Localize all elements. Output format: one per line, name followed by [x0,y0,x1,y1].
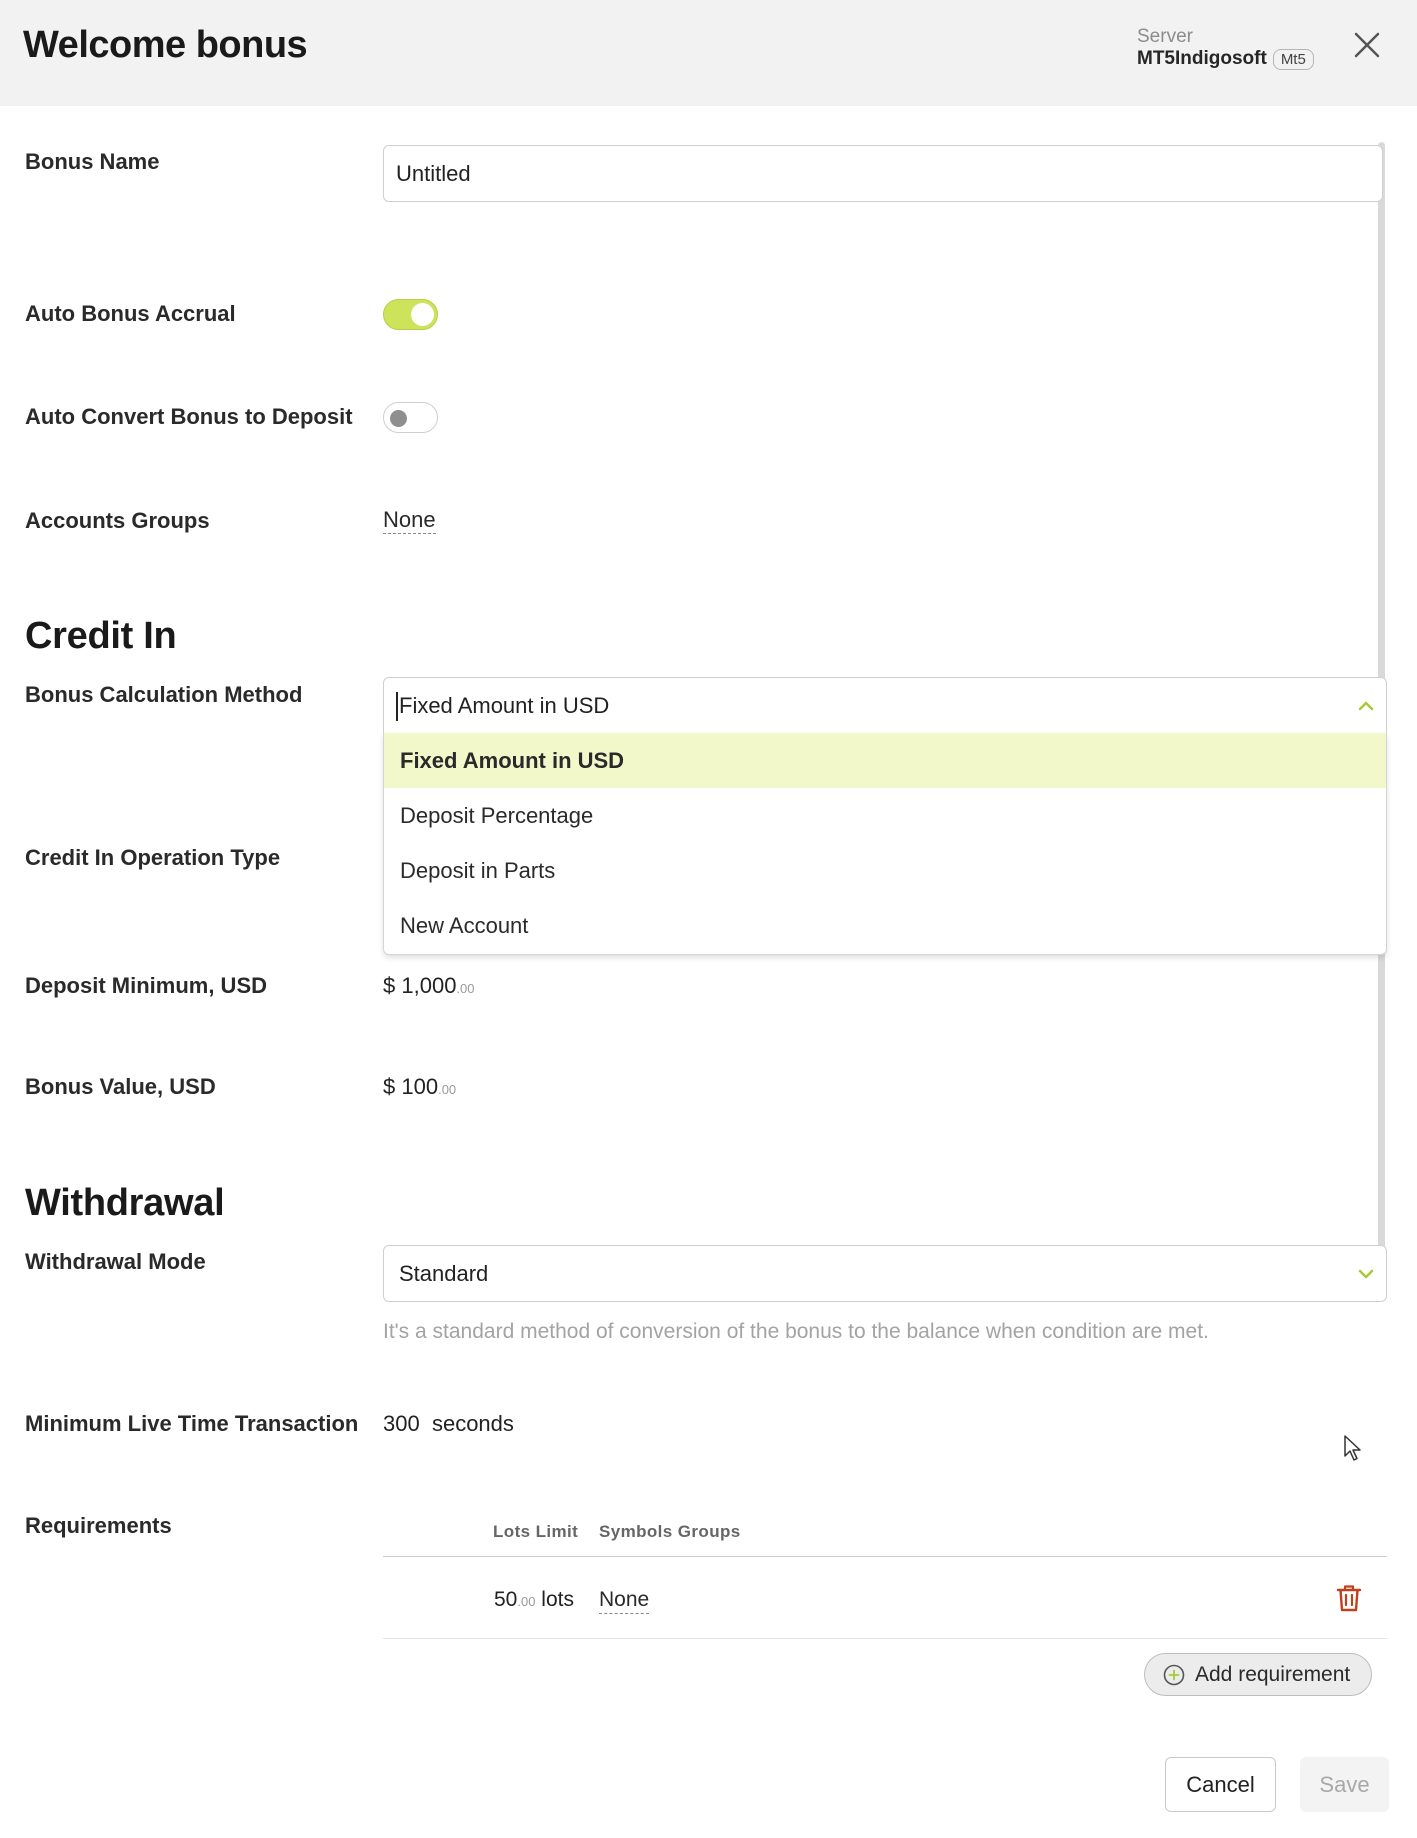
withdrawal-heading: Withdrawal [25,1182,225,1224]
min-live-time-unit: seconds [431,1411,514,1436]
close-icon[interactable] [1350,28,1384,62]
calc-method-dropdown [383,733,1387,955]
column-header-lots-limit: Lots Limit [493,1522,579,1541]
server-info [1137,48,1314,70]
add-requirement-button[interactable] [1144,1653,1372,1696]
min-live-time-value[interactable] [383,1411,514,1437]
calc-method-label: Bonus Calculation Method [25,682,303,707]
server-label: Server [1137,26,1193,47]
plus-circle-icon [1163,1664,1185,1686]
amount-cents: .00 [456,981,475,996]
toggle-knob [390,410,407,427]
mouse-pointer-icon [1343,1434,1363,1464]
auto-convert-label: Auto Convert Bonus to Deposit [25,404,353,429]
dropdown-option[interactable]: Deposit Percentage [400,802,594,828]
credit-in-heading: Credit In [25,615,177,657]
accounts-groups-value[interactable]: None [383,507,436,532]
modal-header [0,0,1417,106]
bonus-value-value[interactable] [383,1074,456,1100]
table-divider [383,1638,1387,1639]
currency-symbol: $ [383,1074,396,1099]
requirements-label: Requirements [25,1513,172,1538]
save-button[interactable]: Save [1300,1757,1389,1812]
amount-cents: .00 [438,1082,457,1097]
withdrawal-mode-value: Standard [399,1260,489,1286]
dropdown-option[interactable]: New Account [400,912,529,938]
deposit-minimum-label: Deposit Minimum, USD [25,973,268,998]
dropdown-option[interactable]: Deposit in Parts [400,857,556,883]
calc-method-select[interactable] [383,677,1387,734]
withdrawal-mode-select[interactable] [383,1245,1387,1302]
withdrawal-mode-hint: It's a standard method of conversion of the bonus to the balance when condition are met. [383,1320,1209,1343]
chevron-up-icon [1356,696,1376,716]
bonus-name-input[interactable]: Untitled [383,145,1383,202]
auto-bonus-accrual-toggle[interactable] [383,299,438,330]
text-caret [396,692,398,721]
operation-type-label: Credit In Operation Type [25,845,281,870]
column-header-symbols-groups: Symbols Groups [599,1522,741,1541]
lots-cents: .00 [517,1594,536,1609]
calc-method-value: Fixed Amount in USD [399,692,610,718]
symbols-groups-value[interactable]: None [599,1588,649,1614]
amount-whole: 100 [401,1074,439,1099]
withdrawal-mode-label: Withdrawal Mode [25,1249,206,1274]
bonus-name-label: Bonus Name [25,149,160,174]
amount-whole: 1,000 [401,973,457,998]
min-live-time-label: Minimum Live Time Transaction [25,1411,359,1436]
lots-unit: lots [541,1588,574,1611]
trash-icon[interactable] [1335,1583,1363,1613]
cancel-button[interactable]: Cancel [1165,1757,1276,1812]
server-type-badge: Mt5 [1273,49,1314,70]
table-divider [383,1556,1387,1557]
lots-limit-value[interactable] [494,1588,574,1612]
add-requirement-label: Add requirement [1195,1662,1351,1686]
min-live-time-number: 300 [383,1411,420,1436]
chevron-down-icon [1356,1264,1376,1284]
dropdown-option[interactable]: Fixed Amount in USD [384,733,1386,788]
server-name: MT5Indigosoft [1137,48,1267,69]
auto-convert-toggle[interactable] [383,402,438,433]
modal-title: Welcome bonus [23,24,308,66]
deposit-minimum-value[interactable] [383,973,475,999]
accounts-groups-label: Accounts Groups [25,508,210,533]
bonus-value-label: Bonus Value, USD [25,1074,216,1099]
lots-whole: 50 [494,1588,518,1611]
currency-symbol: $ [383,973,396,998]
auto-bonus-accrual-label: Auto Bonus Accrual [25,301,236,326]
toggle-knob [411,303,434,326]
